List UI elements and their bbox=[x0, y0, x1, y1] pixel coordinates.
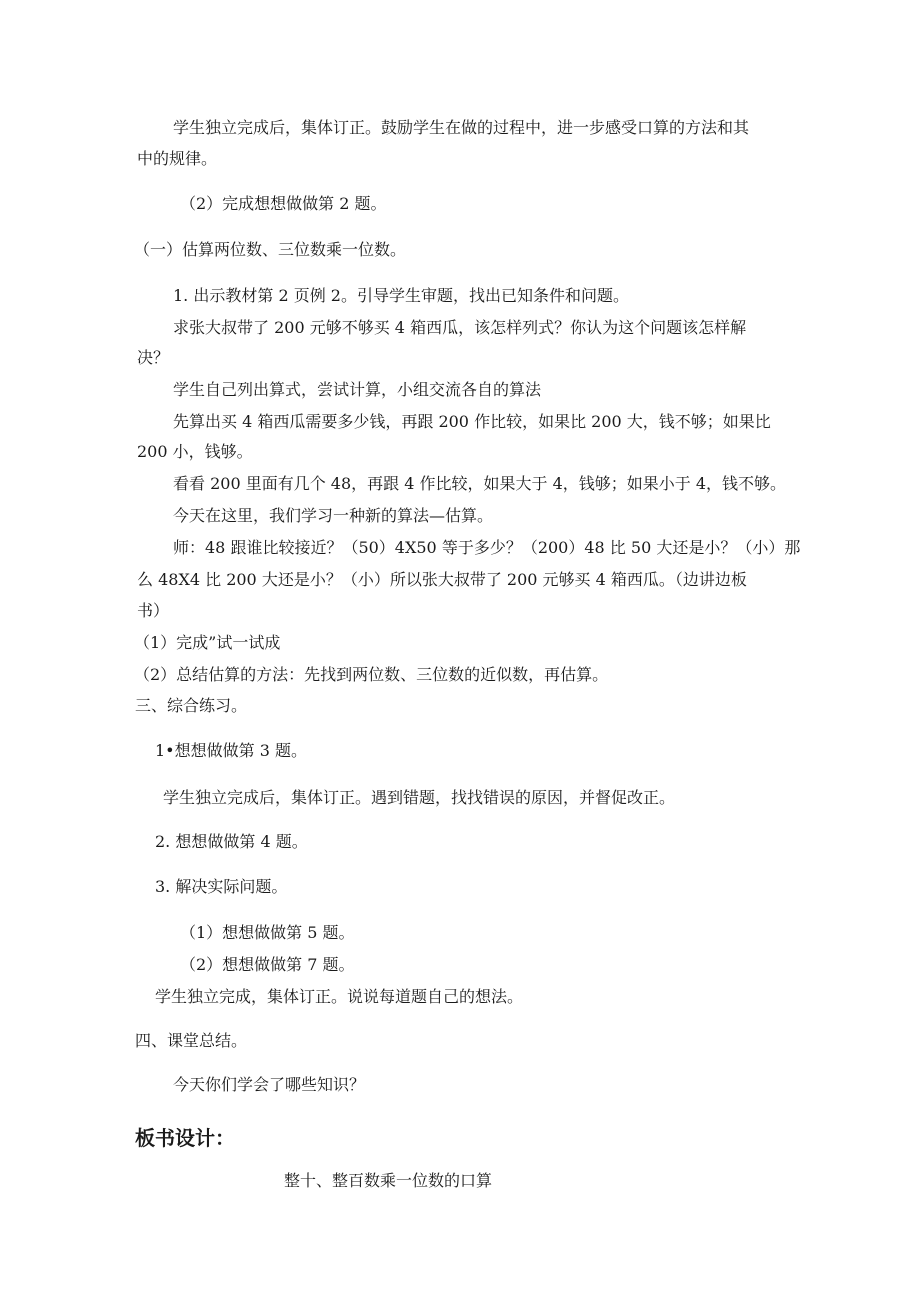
text-line: 先算出买 4 箱西瓜需要多少钱，再跟 200 作比较，如果比 200 大，钱不够；如果比 bbox=[173, 412, 771, 431]
text-line: （1）想想做做第 5 题。 bbox=[180, 923, 355, 942]
text-line: 今天在这里，我们学习一种新的算法—估算。 bbox=[173, 506, 494, 525]
text-line: 3. 解决实际问题。 bbox=[155, 877, 288, 896]
text-line: 求张大叔带了 200 元够不够买 4 箱西瓜，该怎样列式？你认为这个问题该怎样解 bbox=[173, 318, 747, 337]
section-heading: （一）估算两位数、三位数乘一位数。 bbox=[134, 240, 407, 259]
text-line: 看看 200 里面有几个 48，再跟 4 作比较，如果大于 4，钱够；如果小于 4，钱不够。 bbox=[173, 474, 787, 493]
text-line: 1•想想做做第 3 题。 bbox=[155, 741, 307, 760]
board-design-title: 整十、整百数乘一位数的口算 bbox=[284, 1171, 493, 1190]
text-line: 学生自己列出算式，尝试计算，小组交流各自的算法 bbox=[173, 380, 542, 399]
text-line: （2）完成想想做做第 2 题。 bbox=[180, 194, 387, 213]
text-line: 么 48X4 比 200 大还是小？（小）所以张大叔带了 200 元够买 4 箱西瓜。（边讲边板 bbox=[137, 570, 747, 589]
text-line: 学生独立完成后，集体订正。遇到错题，找找错误的原因，并督促改正。 bbox=[163, 788, 676, 807]
text-line: 1. 出示教材第 2 页例 2。引导学生审题，找出已知条件和问题。 bbox=[173, 286, 629, 305]
text-line: 师：48 跟谁比较接近？（50）4X50 等于多少？（200）48 比 50 大还是小？（小）那 bbox=[173, 538, 801, 557]
text-line: 书） bbox=[137, 601, 170, 620]
board-design-heading: 板书设计： bbox=[135, 1126, 235, 1150]
text-line: 决？ bbox=[137, 348, 170, 367]
text-line: 今天你们学会了哪些知识？ bbox=[173, 1075, 366, 1094]
text-line: 2. 想想做做第 4 题。 bbox=[155, 832, 308, 851]
text-line: 学生独立完成后，集体订正。鼓励学生在做的过程中，进一步感受口算的方法和其 bbox=[173, 118, 750, 137]
text-line: 学生独立完成，集体订正。说说每道题自己的想法。 bbox=[155, 987, 524, 1006]
text-line: 中的规律。 bbox=[137, 149, 218, 168]
text-line: 200 小，钱够。 bbox=[137, 442, 253, 461]
text-line: （2）想想做做第 7 题。 bbox=[180, 955, 355, 974]
text-line: （2）总结估算的方法：先找到两位数、三位数的近似数，再估算。 bbox=[134, 665, 609, 684]
section-heading: 三、综合练习。 bbox=[135, 696, 248, 715]
section-heading: 四、课堂总结。 bbox=[135, 1031, 248, 1050]
text-line: （1）完成”试一试成 bbox=[134, 633, 281, 652]
